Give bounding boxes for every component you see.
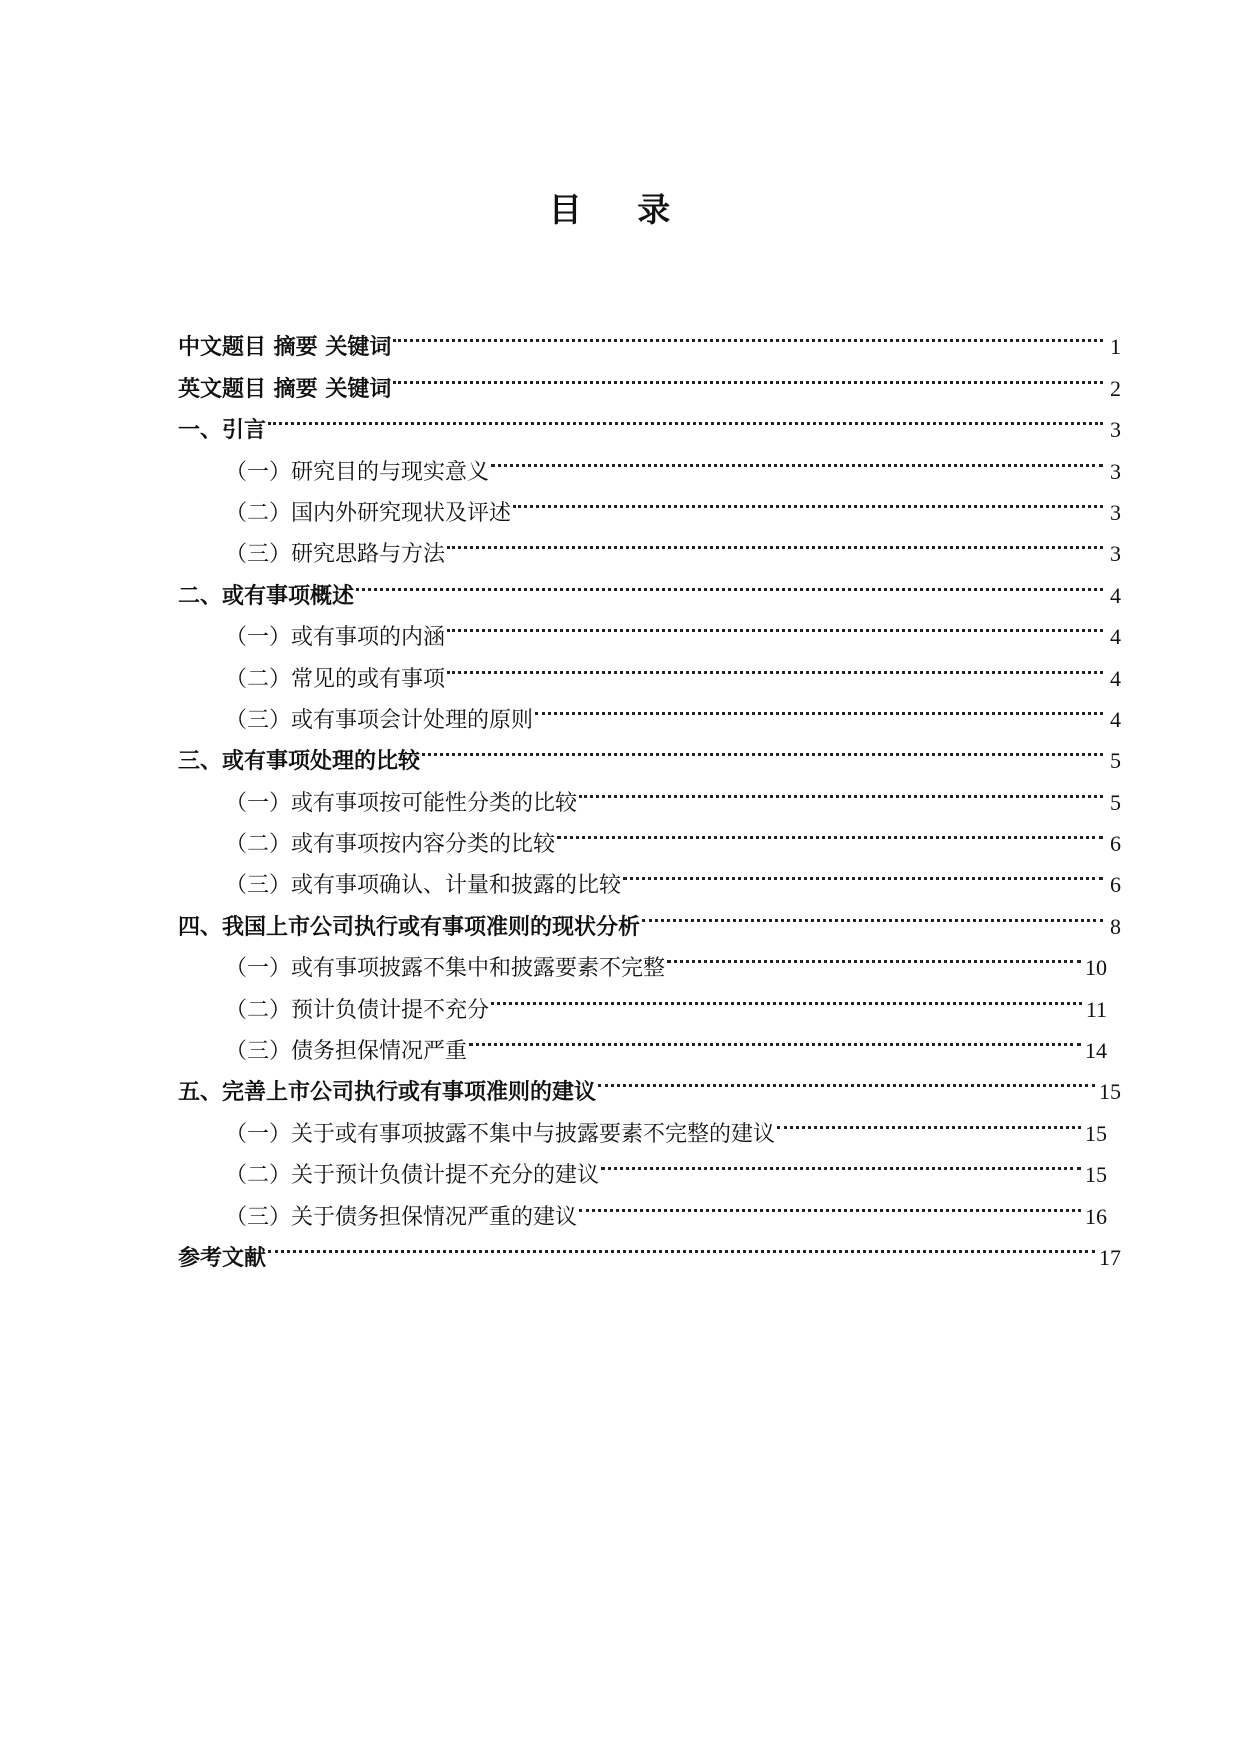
toc-entry-page-number: 4 [1110, 624, 1121, 650]
toc-entry-label: 一、引言 [178, 417, 267, 444]
toc-entry-page-number: 10 [1085, 955, 1107, 981]
toc-entry-page-number: 2 [1110, 375, 1121, 401]
toc-entry-label: （二）预计负债计提不充分 [225, 997, 490, 1023]
toc-entry-label: 英文题目 摘要 关键词 [178, 375, 392, 402]
dot-leader [579, 1182, 1081, 1223]
toc-entry-label: （二）或有事项按内容分类的比较 [225, 832, 556, 858]
dot-leader [579, 768, 1103, 809]
dot-leader [491, 437, 1103, 478]
dot-leader [356, 561, 1103, 602]
dot-leader [447, 644, 1103, 685]
toc-entry-label: 五、完善上市公司执行或有事项准则的建议 [178, 1079, 597, 1106]
toc-entry-page-number: 5 [1110, 748, 1121, 774]
dot-leader [598, 1058, 1095, 1099]
toc-entry-label: （一）研究目的与现实意义 [225, 459, 490, 485]
toc-entry-label: （一）关于或有事项披露不集中与披露要素不完整的建议 [225, 1121, 776, 1147]
toc-entry-page-number: 6 [1110, 831, 1121, 857]
toc-entry-label: （一）或有事项按可能性分类的比较 [225, 790, 578, 816]
dot-leader [393, 313, 1103, 354]
dot-leader [642, 892, 1103, 933]
toc-subentry[interactable] [178, 437, 1121, 485]
toc-entry-page-number: 17 [1099, 1244, 1121, 1270]
toc-entry-label: 三、或有事项处理的比较 [178, 748, 421, 775]
toc-entry-label: 四、我国上市公司执行或有事项准则的现状分析 [178, 913, 641, 940]
dot-leader [422, 727, 1103, 768]
toc-entry-page-number: 6 [1110, 872, 1121, 898]
toc-entry-page-number: 4 [1110, 582, 1121, 608]
toc-entry-label: （二）常见的或有事项 [225, 666, 446, 692]
dot-leader [667, 934, 1081, 975]
toc-entry-label: 中文题目 摘要 关键词 [178, 334, 392, 361]
toc-entry-page-number: 5 [1110, 789, 1121, 815]
toc-entry-page-number: 4 [1110, 706, 1121, 732]
dot-leader [601, 1141, 1081, 1182]
dot-leader [777, 1099, 1081, 1140]
toc-title: 目 录 [548, 190, 693, 229]
toc-entry-chinese-abstract[interactable] [178, 313, 1121, 361]
toc-entry-page-number: 4 [1110, 665, 1121, 691]
dot-leader [447, 603, 1103, 644]
toc-entry-label: （三）或有事项会计处理的原则 [225, 707, 534, 733]
toc-entry-page-number: 3 [1110, 458, 1121, 484]
toc-entry-page-number: 15 [1085, 1120, 1107, 1146]
dot-leader [393, 354, 1103, 395]
toc-entry-label: （二）关于预计负债计提不充分的建议 [225, 1163, 600, 1189]
dot-leader [557, 810, 1103, 851]
toc-entry-page-number: 3 [1110, 499, 1121, 525]
toc-entry-label: （一）或有事项披露不集中和披露要素不完整 [225, 956, 666, 982]
toc-entry-introduction[interactable] [178, 396, 1121, 444]
dot-leader [268, 1224, 1095, 1265]
toc-entry-page-number: 11 [1085, 996, 1107, 1022]
toc-entry-label: （三）关于债务担保情况严重的建议 [225, 1204, 578, 1230]
toc-entry-label: （三）或有事项确认、计量和披露的比较 [225, 873, 622, 899]
toc-entry-page-number: 15 [1099, 1079, 1121, 1105]
toc-entry-page-number: 14 [1085, 1038, 1107, 1064]
toc-entry-page-number: 16 [1085, 1203, 1107, 1229]
dot-leader [623, 851, 1103, 892]
toc-entry-label: 参考文献 [178, 1244, 267, 1271]
toc-entry-page-number: 3 [1110, 417, 1121, 443]
toc-entry-page-number: 3 [1110, 541, 1121, 567]
toc-entry-label: （一）或有事项的内涵 [225, 625, 446, 651]
dot-leader [513, 479, 1103, 520]
dot-leader [268, 396, 1103, 437]
toc-entry-references[interactable] [178, 1224, 1121, 1271]
toc-entry-page-number: 8 [1110, 913, 1121, 939]
toc-entry-label: 二、或有事项概述 [178, 582, 355, 609]
dot-leader [447, 520, 1103, 561]
dot-leader [469, 1017, 1081, 1058]
toc-entry-label: （三）债务担保情况严重 [225, 1039, 468, 1065]
table-of-contents [178, 313, 1121, 1271]
dot-leader [491, 975, 1082, 1016]
toc-entry-label: （三）研究思路与方法 [225, 542, 446, 568]
toc-entry-label: （二）国内外研究现状及评述 [225, 500, 512, 526]
toc-entry-page-number: 15 [1085, 1162, 1107, 1188]
dot-leader [535, 686, 1103, 727]
toc-entry-page-number: 1 [1110, 334, 1121, 360]
